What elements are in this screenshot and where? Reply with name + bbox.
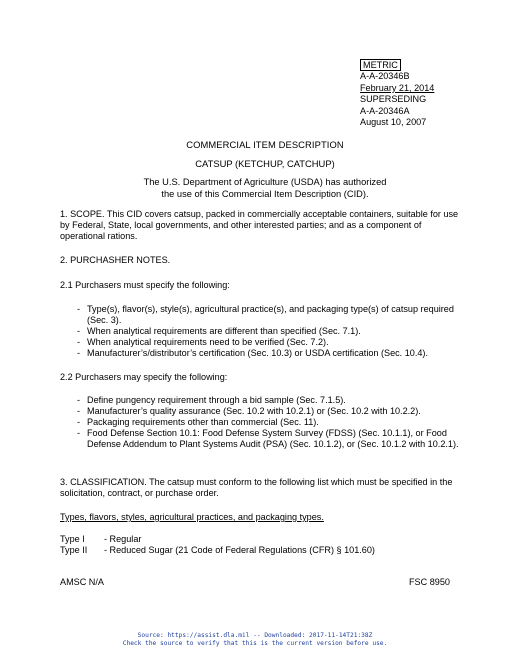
superseding-label: SUPERSEDING: [360, 94, 427, 105]
doc-date: February 21, 2014: [360, 82, 435, 93]
list-item: - When analytical requirements are different than specified (Sec. 7.1).: [77, 326, 461, 337]
type-label: Type II: [60, 545, 88, 555]
footer-line-2: Check the source to verify that this is the current version before use.: [122, 640, 388, 647]
list-item: - Food Defense Section 10.1: Food Defense System Survey (FDSS) (Sec. 10.1.1), or Food Defense Addendum to Plant Systems Audit (PSA) (Sec. 10.1.2), or (Sec. 10.1.2 with 10.2.1).: [77, 428, 461, 450]
fsc-label: FSC 8950: [409, 577, 450, 587]
prev-doc-id: A-A-20346A: [360, 105, 410, 116]
purchaser-notes-heading: 2. PURCHASHER NOTES.: [60, 255, 171, 265]
classification-paragraph: 3. CLASSIFICATION. The catsup must conform to the following list which must be specified in the solicitation, contract, or purchase order.: [60, 477, 453, 498]
list-item: - Manufacturer’s quality assurance (Sec. 10.2 with 10.2.1) or (Sec. 10.2 with 10.2.2).: [77, 406, 461, 417]
metric-box: METRIC: [360, 59, 401, 71]
page-title: COMMERCIAL ITEM DESCRIPTION: [186, 139, 344, 150]
type-row: [60, 534, 460, 545]
footer-line-1: Source: https://assist.dla.mil -- Downloaded: 2017-11-14T21:38Z: [137, 632, 373, 639]
source-footer: [0, 632, 510, 648]
type-row: [60, 545, 460, 556]
list-item: - When analytical requirements need to be verified (Sec. 7.2).: [77, 337, 461, 348]
doc-id: A-A-20346B: [360, 71, 410, 82]
amsc-label: AMSC N/A: [60, 577, 104, 587]
list-item: - Type(s), flavor(s), style(s), agricultural practice(s), and packaging type(s) of catsup required (Sec. 3).: [77, 304, 461, 326]
may-specify-heading: 2.2 Purchasers may specify the following:: [60, 372, 228, 382]
type-description: - Regular: [104, 534, 142, 544]
list-item: - Packaging requirements other than commercial (Sec. 11).: [77, 417, 461, 428]
authorization-statement: [60, 177, 470, 200]
prev-doc-date: August 10, 2007: [360, 117, 427, 128]
authorization-line-1: The U.S. Department of Agriculture (USDA) has authorized: [143, 177, 387, 187]
scope-paragraph: 1. SCOPE. This CID covers catsup, packed in commercially acceptable containers, suitable for use by Federal, State, local governments, and other interested parties; and as a component of operational rations.: [60, 209, 459, 241]
type-description: - Reduced Sugar (21 Code of Federal Regulations (CFR) § 101.60): [104, 545, 375, 555]
may-specify-list: [77, 395, 461, 450]
page-subtitle: CATSUP (KETCHUP, CATCHUP): [195, 158, 335, 169]
list-item: - Manufacturer’s/distributor’s certification (Sec. 10.3) or USDA certification (Sec. 10.4).: [77, 348, 461, 359]
document-header: [360, 59, 480, 128]
types-list: [60, 534, 460, 556]
types-heading: Types, flavors, styles, agricultural practices, and packaging types.: [60, 512, 324, 522]
authorization-line-2: the use of this Commercial Item Description (CID).: [161, 188, 369, 199]
must-specify-list: [77, 304, 461, 359]
must-specify-heading: 2.1 Purchasers must specify the following:: [60, 280, 230, 290]
type-label: Type I: [60, 534, 85, 544]
list-item: - Define pungency requirement through a bid sample (Sec. 7.1.5).: [77, 395, 461, 406]
